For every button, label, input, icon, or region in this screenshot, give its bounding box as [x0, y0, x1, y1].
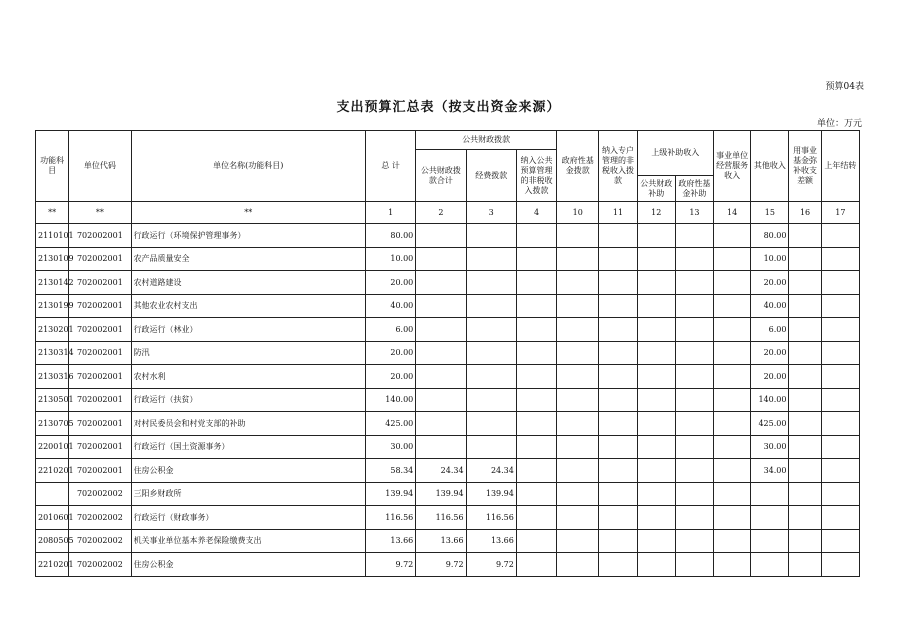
cell-pf-expense: 9.72 [466, 553, 516, 577]
index-cell: 2 [416, 202, 466, 224]
cell-other-income: 80.00 [751, 224, 789, 248]
cell-other-income: 34.00 [751, 459, 789, 483]
cell-gov-fund [557, 224, 599, 248]
cell-unit-name: 其他农业农村支出 [131, 294, 365, 318]
cell-other-income: 20.00 [751, 365, 789, 389]
cell-carryover [821, 506, 859, 530]
table-row [36, 271, 860, 295]
cell-unit-code: 702002002 [69, 553, 131, 577]
cell-carryover [821, 247, 859, 271]
cell-biz-fund-gap [789, 294, 821, 318]
cell-pf-expense: 139.94 [466, 482, 516, 506]
table-row [36, 247, 860, 271]
cell-pf-total [416, 412, 466, 436]
cell-func-code [36, 482, 69, 506]
cell-func-code: 2010601 [36, 506, 69, 530]
cell-total: 116.56 [365, 506, 415, 530]
cell-carryover [821, 388, 859, 412]
cell-carryover [821, 341, 859, 365]
cell-sup-gov-fund [675, 459, 713, 483]
cell-biz-fund-gap [789, 224, 821, 248]
table-row [36, 553, 860, 577]
table-row [36, 412, 860, 436]
cell-biz-fund-gap [789, 365, 821, 389]
cell-biz-service [714, 459, 751, 483]
header-sup-public: 公共财政补助 [637, 176, 675, 202]
cell-total: 40.00 [365, 294, 415, 318]
cell-pf-total: 116.56 [416, 506, 466, 530]
cell-total: 9.72 [365, 553, 415, 577]
cell-sup-public [637, 482, 675, 506]
cell-biz-service [714, 435, 751, 459]
index-cell: 12 [637, 202, 675, 224]
cell-sup-gov-fund [675, 553, 713, 577]
cell-pf-special [516, 482, 556, 506]
cell-sup-gov-fund [675, 341, 713, 365]
cell-biz-fund-gap [789, 553, 821, 577]
cell-nontax-special [599, 459, 637, 483]
cell-sup-public [637, 341, 675, 365]
cell-sup-public [637, 318, 675, 342]
cell-gov-fund [557, 318, 599, 342]
cell-unit-name: 行政运行（国土资源事务） [131, 435, 365, 459]
cell-unit-name: 住房公积金 [131, 553, 365, 577]
cell-pf-special [516, 365, 556, 389]
cell-biz-fund-gap [789, 412, 821, 436]
cell-carryover [821, 365, 859, 389]
cell-nontax-special [599, 365, 637, 389]
cell-sup-gov-fund [675, 412, 713, 436]
cell-unit-name: 行政运行（扶贫） [131, 388, 365, 412]
cell-sup-gov-fund [675, 388, 713, 412]
header-gov-fund: 政府性基金拨款 [557, 131, 599, 202]
cell-other-income [751, 553, 789, 577]
cell-sup-public [637, 224, 675, 248]
cell-func-code: 2210201 [36, 459, 69, 483]
cell-unit-code: 702002001 [69, 459, 131, 483]
cell-nontax-special [599, 412, 637, 436]
cell-total: 425.00 [365, 412, 415, 436]
cell-unit-code: 702002001 [69, 388, 131, 412]
header-nontax-special: 纳入专户管理的非税收入拨款 [599, 131, 637, 202]
cell-func-code: 2110101 [36, 224, 69, 248]
cell-pf-special [516, 412, 556, 436]
cell-biz-service [714, 388, 751, 412]
cell-unit-code: 702002002 [69, 529, 131, 553]
index-cell: ** [36, 202, 69, 224]
cell-unit-name: 行政运行（财政事务） [131, 506, 365, 530]
cell-pf-total [416, 271, 466, 295]
cell-nontax-special [599, 341, 637, 365]
cell-pf-total [416, 224, 466, 248]
cell-unit-name: 农村水利 [131, 365, 365, 389]
cell-biz-service [714, 247, 751, 271]
cell-sup-gov-fund [675, 224, 713, 248]
cell-unit-code: 702002001 [69, 365, 131, 389]
cell-biz-fund-gap [789, 341, 821, 365]
header-pf-expense: 经费拨款 [466, 150, 516, 202]
header-func-code: 功能科目 [36, 131, 69, 202]
cell-gov-fund [557, 388, 599, 412]
header-sup-gov-fund: 政府性基金补助 [675, 176, 713, 202]
cell-nontax-special [599, 553, 637, 577]
cell-nontax-special [599, 247, 637, 271]
cell-carryover [821, 224, 859, 248]
cell-biz-service [714, 224, 751, 248]
index-cell: 16 [789, 202, 821, 224]
cell-nontax-special [599, 294, 637, 318]
cell-func-code: 2210201 [36, 553, 69, 577]
cell-biz-service [714, 482, 751, 506]
cell-pf-expense [466, 412, 516, 436]
header-other-income: 其他收入 [751, 131, 789, 202]
cell-unit-code: 702002002 [69, 506, 131, 530]
cell-pf-expense [466, 271, 516, 295]
cell-unit-code: 702002001 [69, 224, 131, 248]
cell-biz-fund-gap [789, 506, 821, 530]
cell-pf-expense [466, 294, 516, 318]
cell-func-code: 2080505 [36, 529, 69, 553]
header-pf-special: 纳入公共预算管理的非税收入拨款 [516, 150, 556, 202]
cell-total: 30.00 [365, 435, 415, 459]
cell-sup-public [637, 459, 675, 483]
cell-other-income: 40.00 [751, 294, 789, 318]
cell-biz-fund-gap [789, 247, 821, 271]
form-number: 预算04表 [825, 82, 864, 92]
cell-unit-name: 对村民委员会和村党支部的补助 [131, 412, 365, 436]
cell-pf-special [516, 388, 556, 412]
cell-unit-code: 702002001 [69, 271, 131, 295]
cell-sup-gov-fund [675, 271, 713, 295]
index-cell: 3 [466, 202, 516, 224]
cell-carryover [821, 271, 859, 295]
cell-sup-public [637, 553, 675, 577]
table-row [36, 294, 860, 318]
header-pf-total: 公共财政拨款合计 [416, 150, 466, 202]
cell-sup-public [637, 271, 675, 295]
cell-pf-special [516, 247, 556, 271]
cell-unit-name: 农村道路建设 [131, 271, 365, 295]
cell-pf-total [416, 365, 466, 389]
cell-other-income [751, 506, 789, 530]
cell-pf-expense [466, 318, 516, 342]
cell-total: 58.34 [365, 459, 415, 483]
cell-sup-gov-fund [675, 506, 713, 530]
cell-biz-service [714, 553, 751, 577]
cell-sup-public [637, 294, 675, 318]
cell-pf-total: 24.34 [416, 459, 466, 483]
index-cell: 10 [557, 202, 599, 224]
cell-gov-fund [557, 506, 599, 530]
cell-other-income: 10.00 [751, 247, 789, 271]
cell-biz-fund-gap [789, 318, 821, 342]
cell-biz-fund-gap [789, 388, 821, 412]
cell-pf-total [416, 341, 466, 365]
cell-sup-gov-fund [675, 365, 713, 389]
cell-pf-special [516, 341, 556, 365]
cell-func-code: 2130314 [36, 341, 69, 365]
cell-unit-code: 702002002 [69, 482, 131, 506]
cell-other-income: 20.00 [751, 271, 789, 295]
cell-biz-fund-gap [789, 459, 821, 483]
cell-nontax-special [599, 482, 637, 506]
cell-gov-fund [557, 529, 599, 553]
cell-unit-name: 行政运行（环境保护管理事务） [131, 224, 365, 248]
cell-unit-code: 702002001 [69, 247, 131, 271]
cell-pf-total: 139.94 [416, 482, 466, 506]
table-row [36, 506, 860, 530]
index-cell: 14 [714, 202, 751, 224]
cell-biz-service [714, 294, 751, 318]
index-row [36, 202, 860, 224]
cell-carryover [821, 412, 859, 436]
cell-total: 20.00 [365, 365, 415, 389]
table-row [36, 482, 860, 506]
cell-other-income: 140.00 [751, 388, 789, 412]
cell-pf-special [516, 271, 556, 295]
cell-unit-name: 防汛 [131, 341, 365, 365]
cell-unit-name: 行政运行（林业） [131, 318, 365, 342]
cell-gov-fund [557, 365, 599, 389]
cell-other-income: 30.00 [751, 435, 789, 459]
cell-pf-special [516, 459, 556, 483]
cell-unit-name: 住房公积金 [131, 459, 365, 483]
header-unit-name: 单位名称(功能科目) [131, 131, 365, 202]
cell-sup-public [637, 506, 675, 530]
cell-unit-code: 702002001 [69, 412, 131, 436]
cell-biz-fund-gap [789, 482, 821, 506]
cell-biz-service [714, 412, 751, 436]
cell-pf-special [516, 553, 556, 577]
cell-other-income [751, 482, 789, 506]
cell-pf-total: 13.66 [416, 529, 466, 553]
cell-func-code: 2130201 [36, 318, 69, 342]
cell-func-code: 2130142 [36, 271, 69, 295]
cell-gov-fund [557, 553, 599, 577]
cell-pf-expense [466, 435, 516, 459]
cell-biz-fund-gap [789, 271, 821, 295]
cell-func-code: 2200101 [36, 435, 69, 459]
cell-pf-expense [466, 247, 516, 271]
cell-sup-public [637, 412, 675, 436]
cell-total: 20.00 [365, 271, 415, 295]
cell-pf-expense [466, 388, 516, 412]
table-row [36, 224, 860, 248]
cell-gov-fund [557, 412, 599, 436]
cell-nontax-special [599, 224, 637, 248]
cell-func-code: 2130316 [36, 365, 69, 389]
cell-total: 140.00 [365, 388, 415, 412]
cell-unit-name: 机关事业单位基本养老保险缴费支出 [131, 529, 365, 553]
cell-sup-gov-fund [675, 294, 713, 318]
cell-pf-total: 9.72 [416, 553, 466, 577]
cell-biz-service [714, 365, 751, 389]
cell-nontax-special [599, 318, 637, 342]
table-row [36, 318, 860, 342]
cell-unit-code: 702002001 [69, 294, 131, 318]
cell-other-income: 6.00 [751, 318, 789, 342]
cell-carryover [821, 459, 859, 483]
cell-carryover [821, 435, 859, 459]
page-title: 支出预算汇总表（按支出资金来源） [336, 100, 561, 115]
cell-biz-service [714, 506, 751, 530]
header-carryover: 上年结转 [821, 131, 859, 202]
cell-pf-expense [466, 365, 516, 389]
cell-carryover [821, 294, 859, 318]
cell-total: 13.66 [365, 529, 415, 553]
cell-pf-special [516, 224, 556, 248]
cell-sup-public [637, 435, 675, 459]
cell-pf-total [416, 435, 466, 459]
cell-gov-fund [557, 294, 599, 318]
cell-pf-total [416, 388, 466, 412]
header-public-finance: 公共财政拨款 [416, 131, 557, 150]
unit-label: 单位：万元 [816, 119, 862, 129]
cell-other-income: 20.00 [751, 341, 789, 365]
index-cell: 4 [516, 202, 556, 224]
cell-total: 6.00 [365, 318, 415, 342]
cell-nontax-special [599, 506, 637, 530]
table-row [36, 435, 860, 459]
cell-pf-expense [466, 224, 516, 248]
cell-func-code: 2130109 [36, 247, 69, 271]
table-row [36, 529, 860, 553]
table-body [36, 202, 860, 577]
cell-gov-fund [557, 459, 599, 483]
cell-sup-gov-fund [675, 318, 713, 342]
cell-unit-name: 三阳乡财政所 [131, 482, 365, 506]
cell-pf-special [516, 318, 556, 342]
cell-pf-expense: 116.56 [466, 506, 516, 530]
cell-total: 139.94 [365, 482, 415, 506]
cell-carryover [821, 553, 859, 577]
cell-sup-gov-fund [675, 435, 713, 459]
cell-other-income [751, 529, 789, 553]
cell-nontax-special [599, 388, 637, 412]
header-biz-fund-gap: 用事业基金弥补收支差额 [789, 131, 821, 202]
cell-sup-gov-fund [675, 482, 713, 506]
cell-nontax-special [599, 435, 637, 459]
cell-sup-gov-fund [675, 247, 713, 271]
table-row [36, 341, 860, 365]
cell-biz-service [714, 318, 751, 342]
index-cell: ** [131, 202, 365, 224]
cell-gov-fund [557, 341, 599, 365]
index-cell: ** [69, 202, 131, 224]
cell-pf-special [516, 506, 556, 530]
header-biz-service: 事业单位经营服务收入 [714, 131, 751, 202]
index-cell: 17 [821, 202, 859, 224]
cell-sup-public [637, 388, 675, 412]
cell-biz-fund-gap [789, 529, 821, 553]
cell-carryover [821, 529, 859, 553]
header-superior-subsidy: 上级补助收入 [637, 131, 713, 176]
cell-pf-special [516, 294, 556, 318]
table-row [36, 365, 860, 389]
table-row [36, 459, 860, 483]
cell-unit-code: 702002001 [69, 341, 131, 365]
cell-pf-total [416, 294, 466, 318]
cell-carryover [821, 318, 859, 342]
cell-func-code: 2130199 [36, 294, 69, 318]
cell-pf-special [516, 529, 556, 553]
cell-biz-service [714, 529, 751, 553]
cell-gov-fund [557, 271, 599, 295]
cell-pf-special [516, 435, 556, 459]
index-cell: 15 [751, 202, 789, 224]
cell-nontax-special [599, 271, 637, 295]
cell-biz-service [714, 271, 751, 295]
budget-table [35, 130, 860, 577]
header-unit-code: 单位代码 [69, 131, 131, 202]
cell-unit-code: 702002001 [69, 435, 131, 459]
index-cell: 11 [599, 202, 637, 224]
cell-pf-total [416, 247, 466, 271]
cell-nontax-special [599, 529, 637, 553]
cell-total: 20.00 [365, 341, 415, 365]
cell-sup-gov-fund [675, 529, 713, 553]
cell-sup-public [637, 247, 675, 271]
cell-biz-fund-gap [789, 435, 821, 459]
cell-biz-service [714, 341, 751, 365]
cell-pf-expense: 24.34 [466, 459, 516, 483]
index-cell: 1 [365, 202, 415, 224]
cell-pf-expense: 13.66 [466, 529, 516, 553]
index-cell: 13 [675, 202, 713, 224]
cell-gov-fund [557, 247, 599, 271]
cell-total: 10.00 [365, 247, 415, 271]
cell-pf-total [416, 318, 466, 342]
cell-gov-fund [557, 482, 599, 506]
cell-total: 80.00 [365, 224, 415, 248]
cell-other-income: 425.00 [751, 412, 789, 436]
cell-sup-public [637, 365, 675, 389]
cell-func-code: 2130705 [36, 412, 69, 436]
table-row [36, 388, 860, 412]
cell-func-code: 2130501 [36, 388, 69, 412]
cell-pf-expense [466, 341, 516, 365]
cell-unit-code: 702002001 [69, 318, 131, 342]
header-total: 总 计 [365, 131, 415, 202]
cell-carryover [821, 482, 859, 506]
cell-sup-public [637, 529, 675, 553]
cell-gov-fund [557, 435, 599, 459]
cell-unit-name: 农产品质量安全 [131, 247, 365, 271]
